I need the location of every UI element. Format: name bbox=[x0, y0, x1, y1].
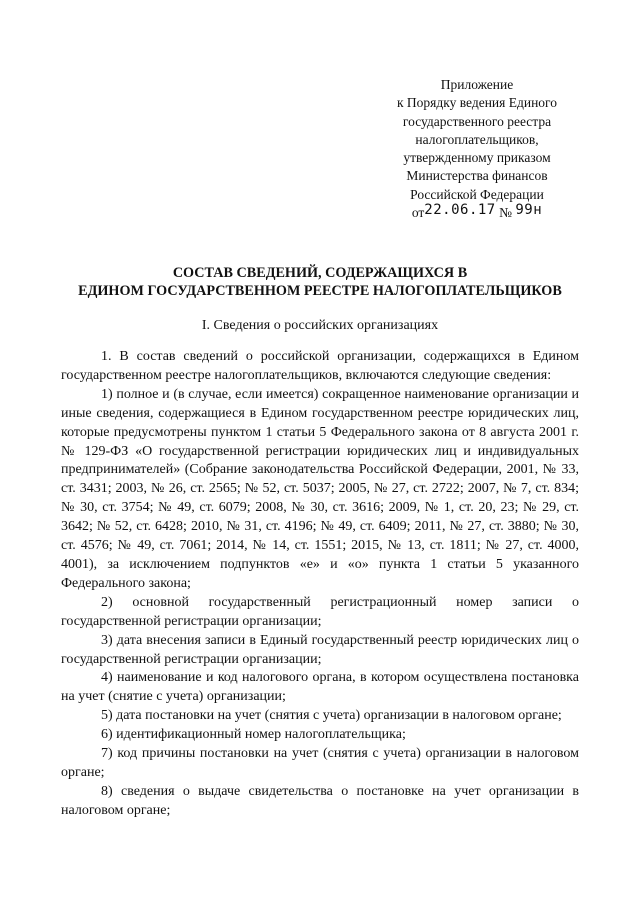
appendix-line: Российской Федерации bbox=[410, 186, 544, 202]
list-item: 8) сведения о выдаче свидетельства о постановке на учет организации в налоговом органе; bbox=[61, 783, 579, 818]
document-title bbox=[40, 264, 600, 300]
appendix-line: Приложение bbox=[440, 77, 514, 92]
appendix-line: государственного реестра bbox=[402, 113, 552, 129]
appendix-line: утвержденному приказом bbox=[403, 150, 551, 166]
order-number: 99н bbox=[515, 202, 543, 219]
title-line-2: ЕДИНОМ ГОСУДАРСТВЕННОМ РЕЕСТРЕ НАЛОГОПЛАТЕЛЬЩИКОВ bbox=[78, 283, 562, 299]
list-item: 5) дата постановки на учет (снятия с учета) организации в налоговом органе; bbox=[101, 708, 562, 724]
number-prefix: № bbox=[499, 205, 512, 221]
appendix-block bbox=[372, 76, 582, 222]
list-item: 3) дата внесения записи в Единый государственный реестр юридических лиц о государственной регистрации организации; bbox=[61, 632, 579, 667]
intro-paragraph: 1. В состав сведений о российской организации, содержащихся в Едином государственном реестре налогоплательщиков, включаются следующие сведения: bbox=[61, 349, 579, 383]
appendix-line: Министерства финансов bbox=[406, 168, 548, 184]
order-date-line bbox=[372, 204, 582, 222]
list-item: 1) полное и (в случае, если имеется) сокращенное наименование организации и иные сведения, содержащиеся в Едином государственном реестре юридических лиц, которые предусмотрены пунктом 1 статьи 5 Федерального закона от 8 августа 2001 г. № 129-ФЗ «О государственной регистрации юридических лиц и индивидуальных предпринимателей» (Собрание законодательства Российской Федерации, 2001, № 33, ст. 3431; 2003, № 26, ст. 2565; № 52, ст. 5037; 2005, № 27, ст. 2722; 2007, № 7, ст. 834; № 30, ст. 3754; № 49, ст. 6079; 2008, № 30, ст. 3616; 2009, № 1, ст. 20, 23; № 29, ст. 3642; № 52, ст. 6428; 2010, № 31, ст. 4196; № 49, ст. 6409; 2011, № 27, ст. 3880; № 30, ст. 4576; № 49, ст. 7061; 2014, № 14, ст. 1551; 2015, № 13, ст. 1811; № 27, ст. 4000, 4001), за исключением подпунктов «е» и «о» пункта 1 статьи 5 указанного Федерального закона; bbox=[61, 386, 579, 591]
list-item: 4) наименование и код налогового органа, в котором осуществлена постановка на учет (снятие с учета) организации; bbox=[61, 670, 579, 705]
list-item: 7) код причины постановки на учет (снятия с учета) организации в налоговом органе; bbox=[61, 746, 579, 780]
section-heading: I. Сведения о российских организациях bbox=[201, 318, 439, 333]
list-item: 2) основной государственный регистрационный номер записи о государственной регистрации организации; bbox=[61, 594, 579, 629]
document-body bbox=[61, 348, 579, 821]
order-date: 22.06.17 bbox=[424, 202, 496, 219]
appendix-line: к Порядку ведения Единого bbox=[396, 95, 558, 111]
list-item: 6) идентификационный номер налогоплательщика; bbox=[101, 727, 406, 743]
appendix-line: налогоплательщиков, bbox=[415, 131, 539, 147]
title-line-1: СОСТАВ СВЕДЕНИЙ, СОДЕРЖАЩИХСЯ В bbox=[172, 265, 468, 281]
date-prefix: от bbox=[411, 205, 425, 221]
